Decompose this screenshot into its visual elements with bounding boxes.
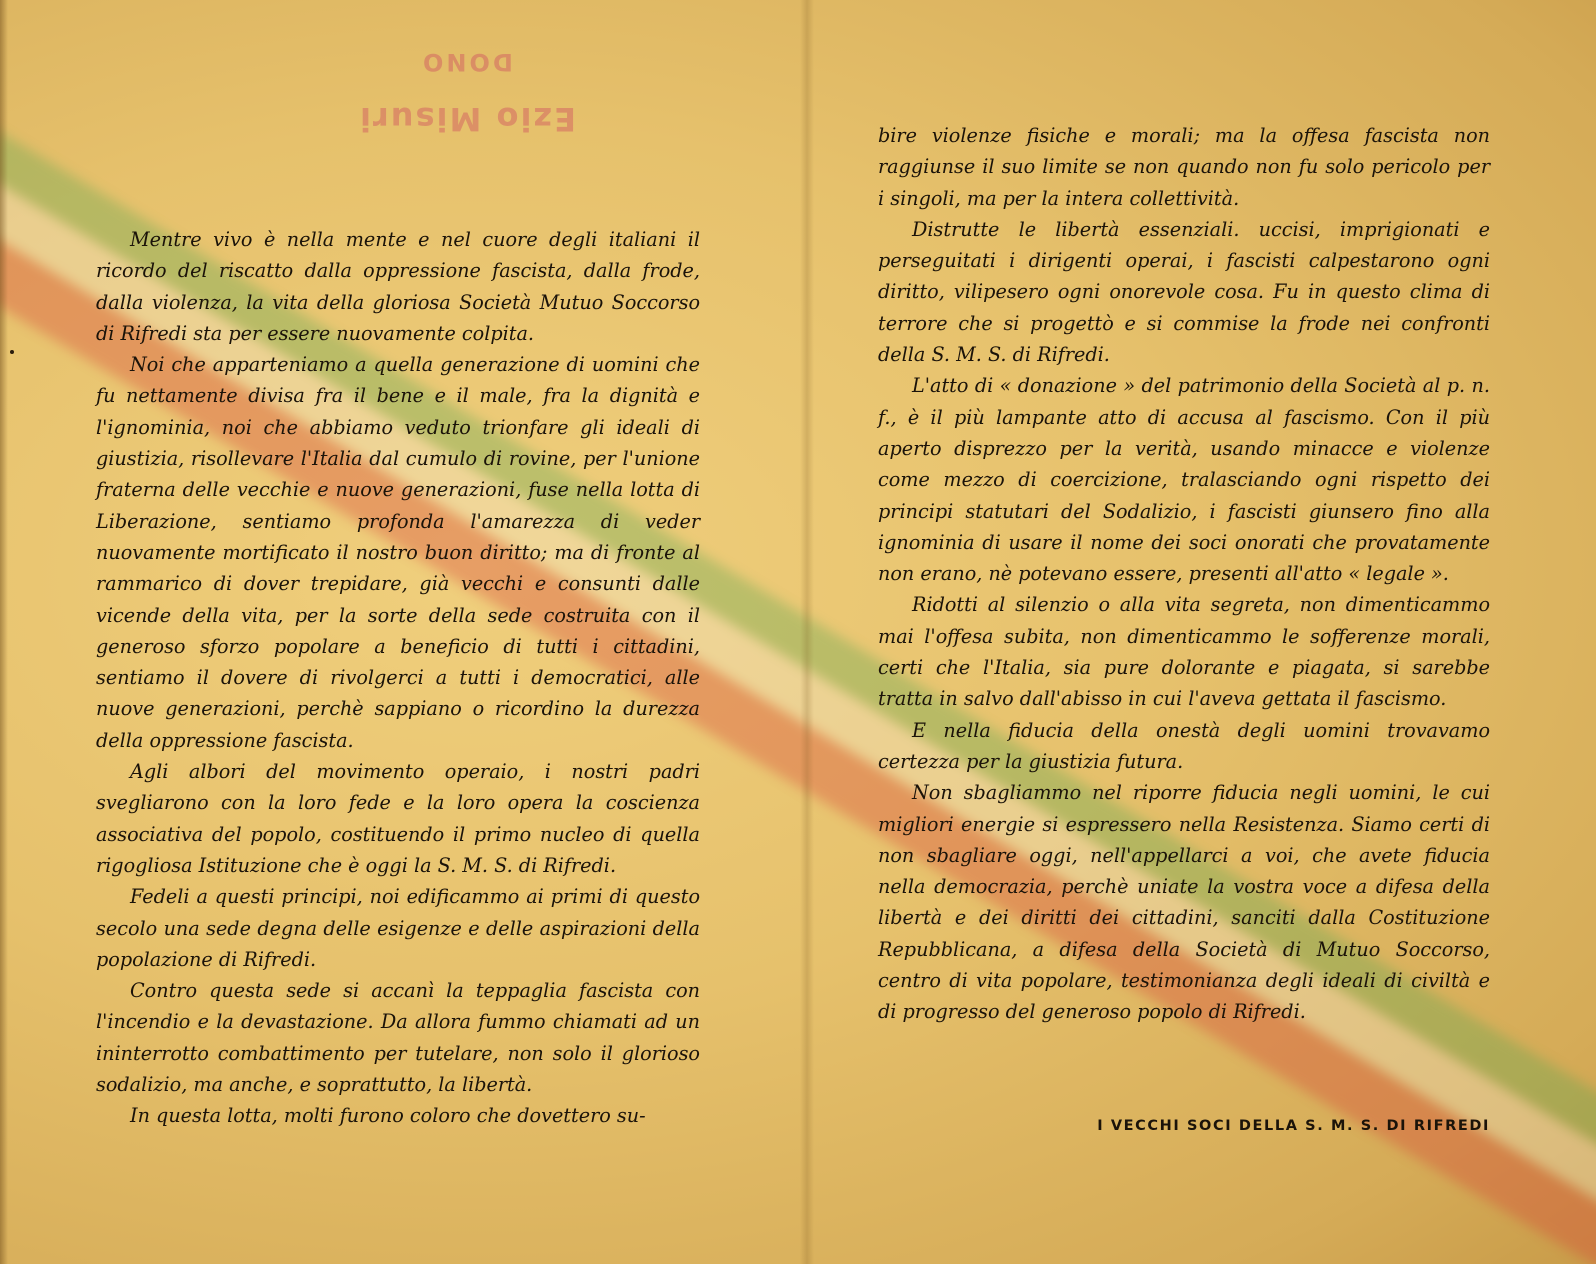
signature: I VECCHI SOCI DELLA S. M. S. DI RIFREDI bbox=[1097, 1118, 1490, 1134]
paragraph: L'atto di « donazione » del patrimonio della Società al p. n. f., è il più lampante atto di accusa al fascismo. Con il più aperto disprezzo per la verità, usando minacce e violenze come mezzo di coercizione, tralasciando ogni rispetto dei principi statutari del Sodalizio, i fascisti giunsero fino alla ignominia di usare il nome dei soci onorati che provatamente non erano, nè potevano essere, presenti all'atto « legale ». bbox=[878, 374, 1490, 586]
right-page bbox=[806, 0, 1596, 1264]
paragraph-continuation: bire violenze fisiche e morali; ma la offesa fascista non raggiunse il suo limite se non quando non fu solo pericolo per i singoli, ma per la intera collettività. bbox=[878, 124, 1490, 210]
paragraph: Distrutte le libertà essenziali. uccisi, imprigionati e perseguitati i dirigenti operai, i fascisti calpestarono ogni diritto, vilipesero ogni onorevole cosa. Fu in questo clima di terrore che si progettò e si commise la frode nei confronti della S. M. S. di Rifredi. bbox=[878, 217, 1490, 367]
paragraph: Ridotti al silenzio o alla vita segreta, non dimenticammo mai l'offesa subita, non dimenticammo le sofferenze morali, certi che l'Italia, sia pure dolorante e piagata, si sarebbe tratta in salvo dall'abisso in cui l'aveva gettata il fascismo. bbox=[878, 593, 1490, 711]
paragraph: Contro questa sede si accanì la teppaglia fascista con l'incendio e la devastazione. Da allora fummo chiamati ad un ininterrotto combattimento per tutelare, non solo il glorioso sodalizio, ma anche, e soprattutto, la libertà. bbox=[96, 979, 700, 1097]
paragraph: Fedeli a questi principi, noi edificammo ai primi di questo secolo una sede degna delle esigenze e delle aspirazioni della popolazione di Rifredi. bbox=[96, 885, 700, 971]
paragraph: In questa lotta, molti furono coloro che dovettero su- bbox=[130, 1104, 646, 1128]
stamp-line-2: Ezio Misuri bbox=[358, 100, 576, 138]
right-text-column bbox=[878, 120, 1490, 1028]
paragraph: E nella fiducia della onestà degli uomini trovavamo certezza per la giustizia futura. bbox=[878, 718, 1490, 773]
paragraph: Agli albori del movimento operaio, i nostri padri svegliarono con la loro fede e la loro opera la coscienza associativa del popolo, costituendo il primo nucleo di quella rigogliosa Istituzione che è oggi la S. M. S. di Rifredi. bbox=[96, 760, 700, 877]
paper-speck bbox=[10, 350, 14, 354]
paragraph: Non sbagliammo nel riporre fiducia negli uomini, le cui migliori energie si espressero nella Resistenza. Siamo certi di non sbagliare oggi, nell'appellarci a voi, che avete fiducia nella democrazia, perchè uniate la vostra voce a difesa della libertà e dei diritti dei cittadini, sanciti dalla Costituzione Repubblicana, a difesa della Società di Mutuo Soccorso, centro di vita popolare, testimonianza degli ideali di civiltà e di progresso del generoso popolo di Rifredi. bbox=[878, 781, 1490, 1024]
paragraph: Mentre vivo è nella mente e nel cuore degli italiani il ricordo del riscatto dalla oppressione fascista, dalla frode, dalla violenza, la vita della gloriosa Società Mutuo Soccorso di Rifredi sta per essere nuovamente colpita. bbox=[96, 228, 700, 345]
left-text-column bbox=[96, 224, 700, 1132]
paragraph: Noi che apparteniamo a quella generazione di uomini che fu nettamente divisa fra il bene e il male, fra la dignità e l'ignominia, noi che abbiamo veduto trionfare gli ideali di giustizia, risollevare l'Italia dal cumulo di rovine, per l'unione fraterna delle vecchie e nuove generazioni, fuse nella lotta di Liberazione, sentiamo profonda l'amarezza di veder nuovamente mortificato il nostro buon diritto; ma di fronte al rammarico di dover trepidare, già vecchi e consunti dalle vicende della vita, per la sorte della sede costruita con il generoso sforzo popolare a beneficio di tutti i cittadini, sentiamo il dovere di rivolgerci a tutti i democratici, alle nuove generazioni, perchè sappiano o ricordino la durezza della oppressione fascista. bbox=[96, 353, 700, 752]
stamp-line-1: DONO bbox=[420, 48, 513, 76]
donation-stamp bbox=[348, 44, 588, 154]
